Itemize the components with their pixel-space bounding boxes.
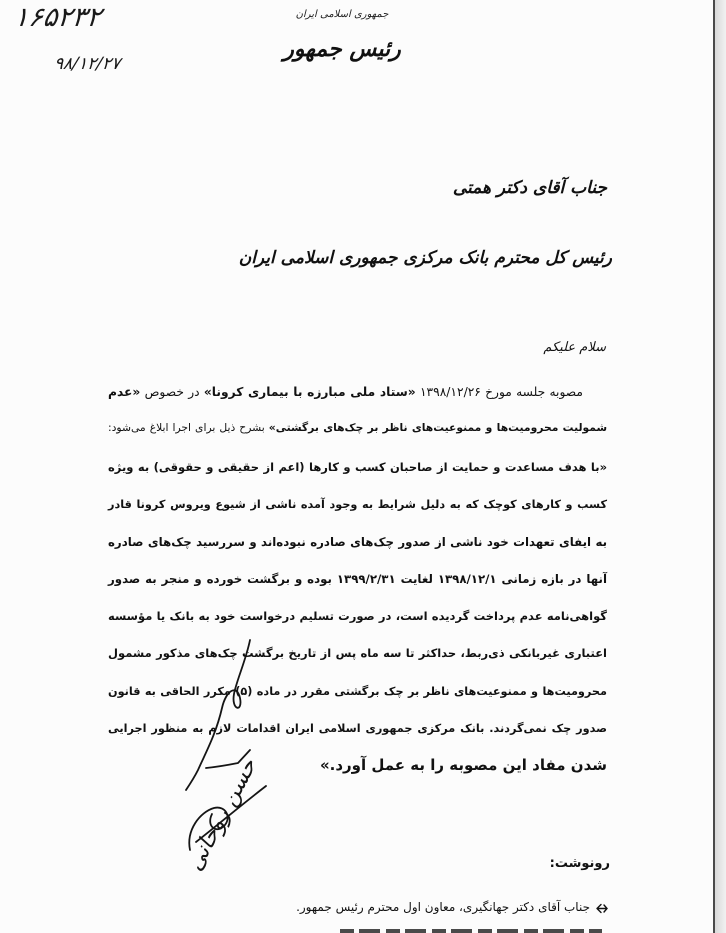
reference-number: ۱۶۵۲۳۲	[12, 2, 103, 33]
resolution-line: اعتباری غیربانکی ذی‌ربط، حداکثر تا سه ماه پس از تاریخ برگشت چک‌های مذکور مشمول	[108, 646, 607, 661]
pointing-arrow-icon	[594, 903, 608, 914]
intro-date-phrase: مصوبه جلسه مورخ ۱۳۹۸/۱۲/۲۶	[419, 385, 583, 399]
intro-notice: بشرح ذیل برای اجرا ابلاغ می‌شود:	[108, 421, 265, 434]
letterhead-country: جمهوری اسلامی ایران	[295, 9, 389, 20]
resolution-paragraph	[108, 449, 607, 785]
signature-stroke	[196, 786, 266, 842]
signature-text: حسن روحانی	[182, 754, 263, 876]
resolution-line: «با هدف مساعدت و حمایت از صاحبان کسب و کارها (اعم از حقیقی و حقوقی) به ویژه	[108, 460, 607, 474]
resolution-line: گواهی‌نامه عدم پرداخت گردیده است، در صورت تسلیم درخواست خود به بانک یا مؤسسه	[108, 609, 607, 624]
cc-item: جناب آقای دکتر جهانگیری، معاون اول محترم رئیس جمهور.	[296, 900, 590, 914]
scan-margin	[715, 0, 726, 933]
scan-edge-line	[713, 0, 715, 933]
committee-name: «ستاد ملی مبارزه با بیماری کرونا»	[203, 385, 416, 399]
letterhead-office: رئیس جمهور	[283, 37, 401, 62]
intro-paragraph	[108, 374, 607, 446]
intro-connector: در خصوص	[144, 385, 200, 399]
addressee-name: جناب آقای دکتر همتی	[452, 178, 607, 198]
resolution-line: صدور چک نمی‌گردند. بانک مرکزی جمهوری اسلامی ایران اقدامات لازم به منظور اجرایی	[108, 722, 607, 736]
reference-date: ۹۸/۱۲/۲۷	[52, 54, 122, 74]
subject-start: «عدم	[108, 385, 141, 399]
signature-stroke	[189, 808, 227, 850]
resolution-line: به ایفای تعهدات خود ناشی از صدور چک‌های صادره نبوده‌اند و سررسید چک‌های صادره	[108, 534, 607, 549]
resolution-line: محرومیت‌ها و ممنوعیت‌های ناظر بر چک برگشتی مقرر در ماده (۵) مکرر الحاقی به قانون	[108, 684, 607, 698]
resolution-line: آنها در بازه زمانی ۱۳۹۸/۱۲/۱ لغایت ۱۳۹۹/۲/۳۱ بوده و برگشت خورده و منجر به صدور	[108, 571, 607, 586]
resolution-line: کسب و کارهای کوچک که به دلیل شرایط به وجود آمده ناشی از شیوع ویروس کرونا قادر	[108, 498, 607, 512]
cropped-text-fragment	[340, 929, 602, 933]
intro-line	[108, 410, 607, 446]
subject-end: شمولیت محرومیت‌ها و ممنوعیت‌های ناظر بر چک‌های برگشتی»	[268, 421, 608, 434]
letterhead	[262, 8, 422, 64]
letter-body	[108, 374, 607, 785]
cc-label: رونوشت:	[549, 856, 610, 871]
intro-line	[108, 374, 607, 410]
resolution-line: شدن مفاد این مصوبه را به عمل آورد.»	[319, 756, 607, 775]
greeting: سلام علیکم	[543, 340, 606, 355]
addressee-title: رئیس کل محترم بانک مرکزی جمهوری اسلامی ایران	[238, 248, 612, 268]
